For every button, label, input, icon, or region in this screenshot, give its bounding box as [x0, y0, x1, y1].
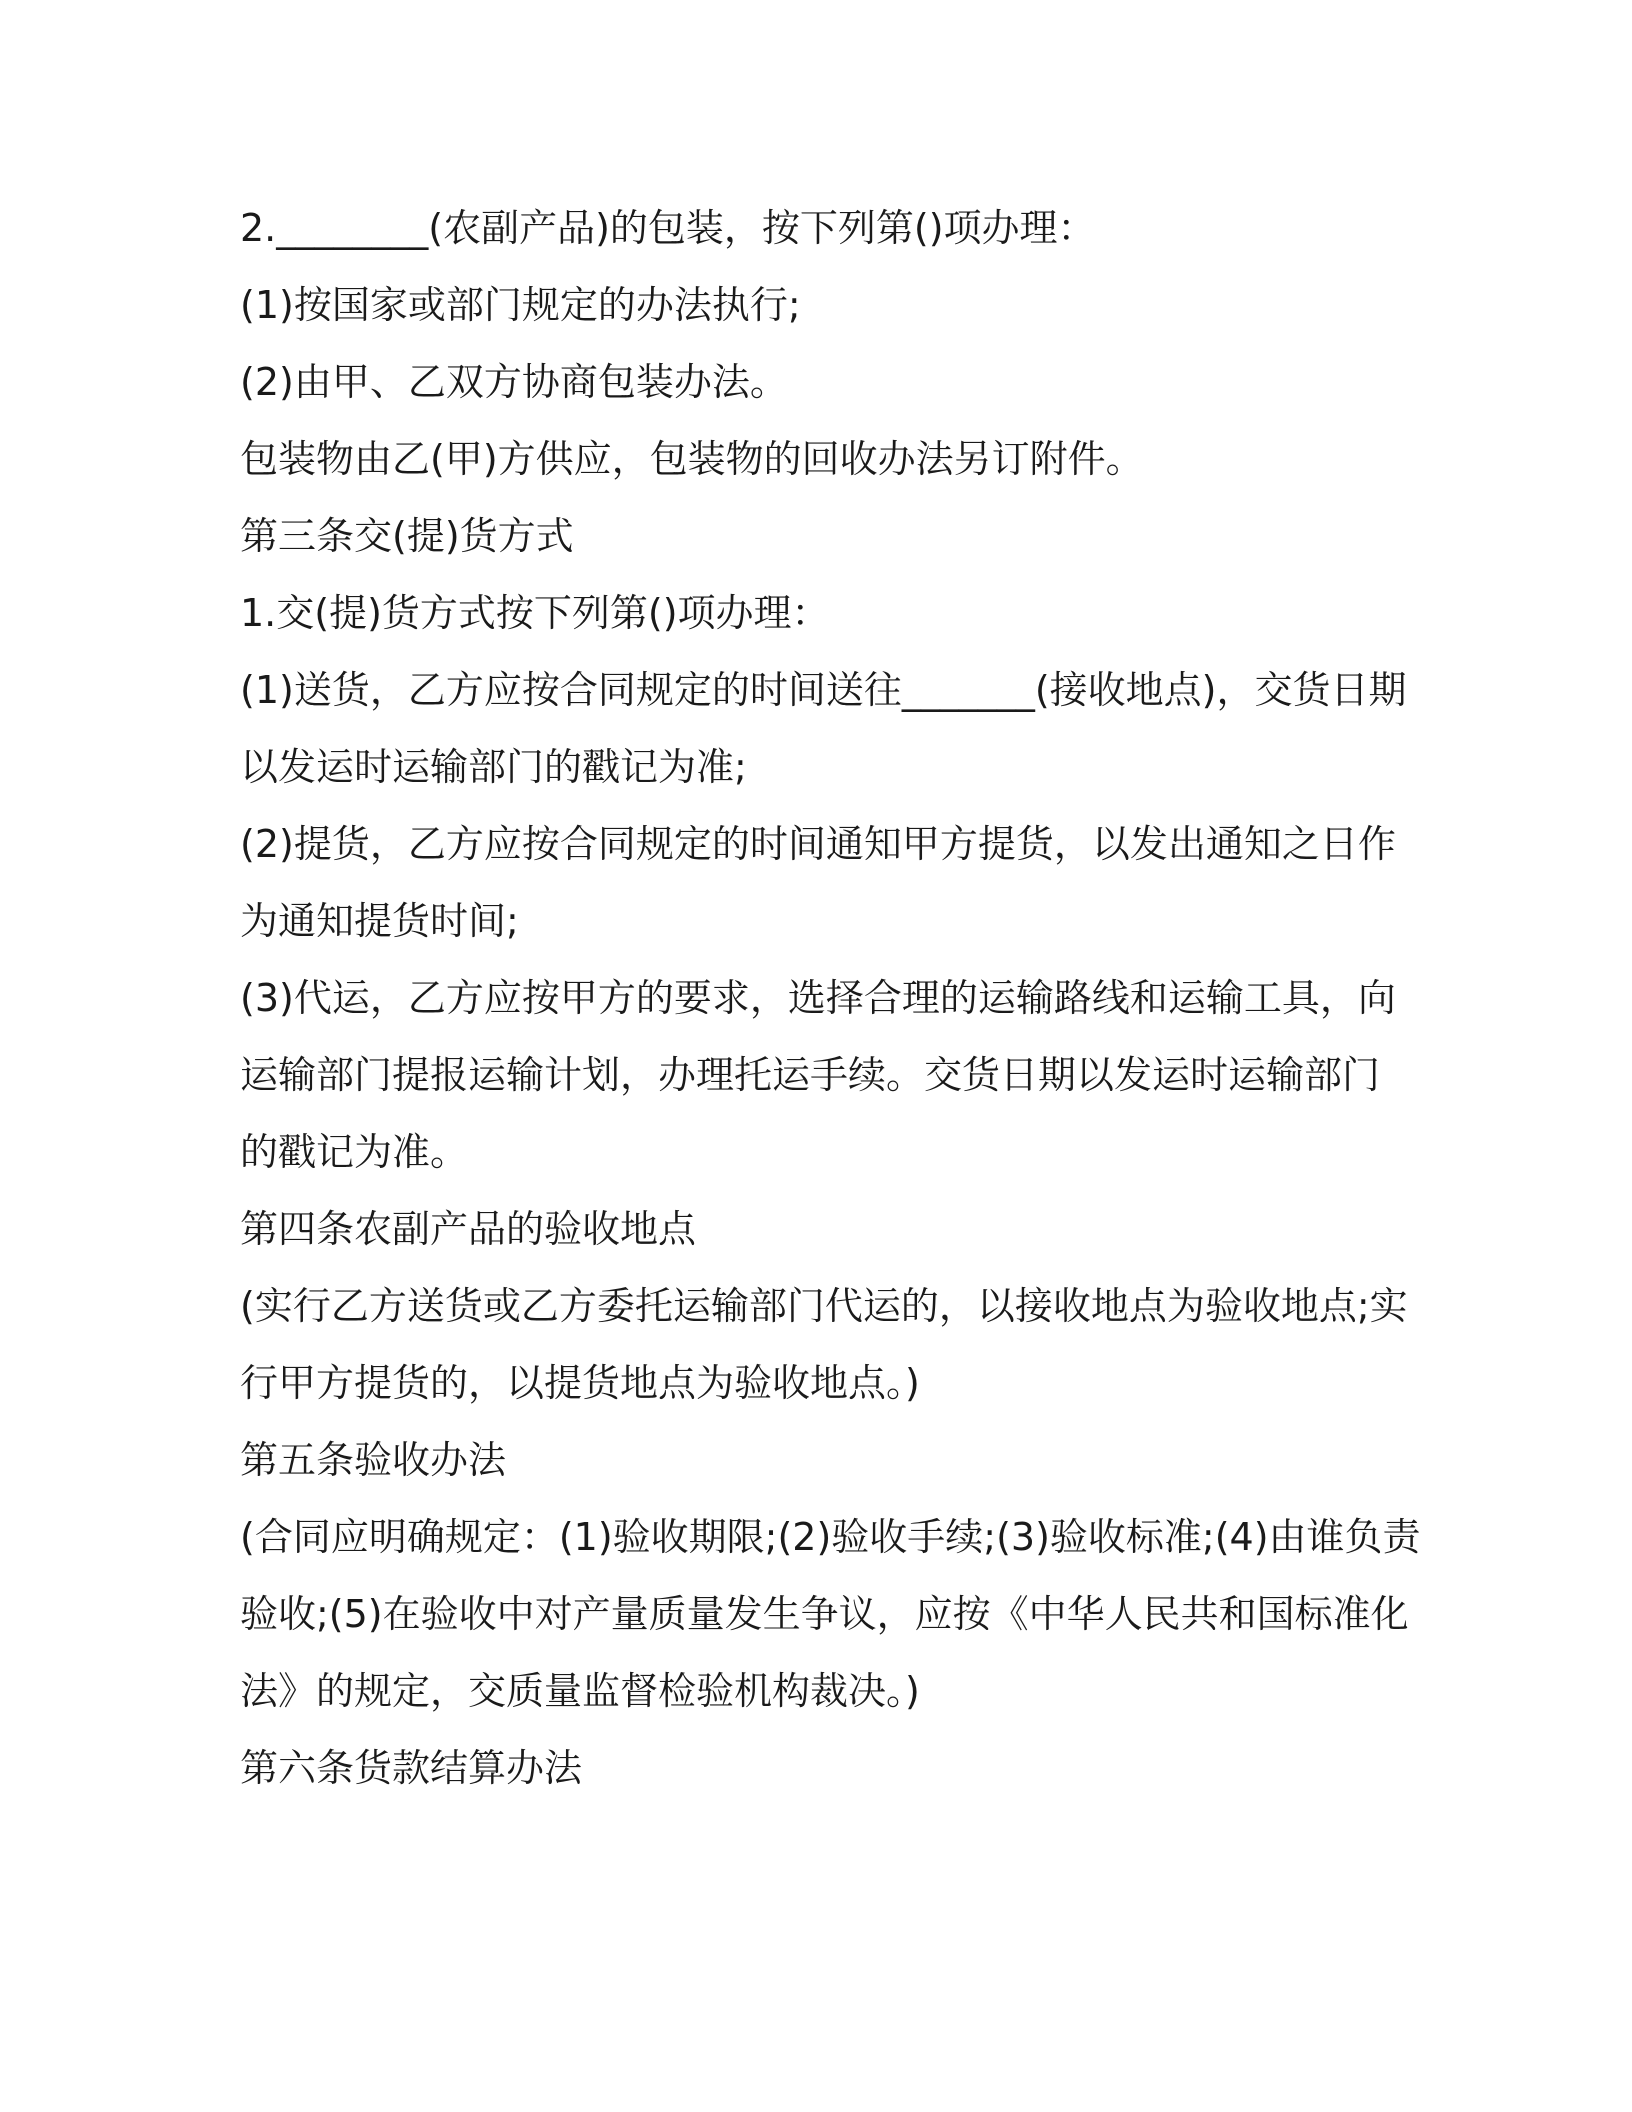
text-line: (2)由甲、乙双方协商包装办法。	[240, 360, 788, 404]
section-heading: 第三条交(提)货方式	[240, 514, 574, 558]
text-line: 包装物由乙(甲)方供应，包装物的回收办法另订附件。	[240, 437, 1144, 481]
text-line: (3)代运，乙方应按甲方的要求，选择合理的运输路线和运输工具，向	[240, 976, 1396, 1020]
section-heading: 第五条验收办法	[240, 1438, 507, 1482]
text-line: (1)按国家或部门规定的办法执行;	[240, 283, 801, 327]
text-line: 法》的规定，交质量监督检验机构裁决。)	[240, 1669, 920, 1713]
section-heading: 第四条农副产品的验收地点	[240, 1207, 697, 1251]
text-line: 2.________(农副产品)的包装，按下列第()项办理：	[240, 206, 1096, 250]
text-line: 验收;(5)在验收中对产量质量发生争议，应按《中华人民共和国标准化	[240, 1592, 1409, 1636]
text-line: 以发运时运输部门的戳记为准;	[240, 745, 747, 789]
text-line: (合同应明确规定：(1)验收期限;(2)验收手续;(3)验收标准;(4)由谁负责	[240, 1515, 1421, 1559]
text-line: 行甲方提货的，以提货地点为验收地点。)	[240, 1361, 920, 1405]
text-line: 运输部门提报运输计划，办理托运手续。交货日期以发运时运输部门	[240, 1053, 1381, 1097]
text-line: (2)提货，乙方应按合同规定的时间通知甲方提货，以发出通知之日作	[240, 822, 1396, 866]
text-line: 为通知提货时间;	[240, 899, 519, 943]
text-line: 的戳记为准。	[240, 1130, 469, 1174]
text-line: (1)送货，乙方应按合同规定的时间送往_______(接收地点)，交货日期	[240, 668, 1407, 712]
document-body	[240, 190, 1421, 1807]
section-heading: 第六条货款结算办法	[240, 1746, 583, 1790]
text-line: 1.交(提)货方式按下列第()项办理：	[240, 591, 830, 635]
text-line: (实行乙方送货或乙方委托运输部门代运的，以接收地点为验收地点;实	[240, 1284, 1408, 1328]
